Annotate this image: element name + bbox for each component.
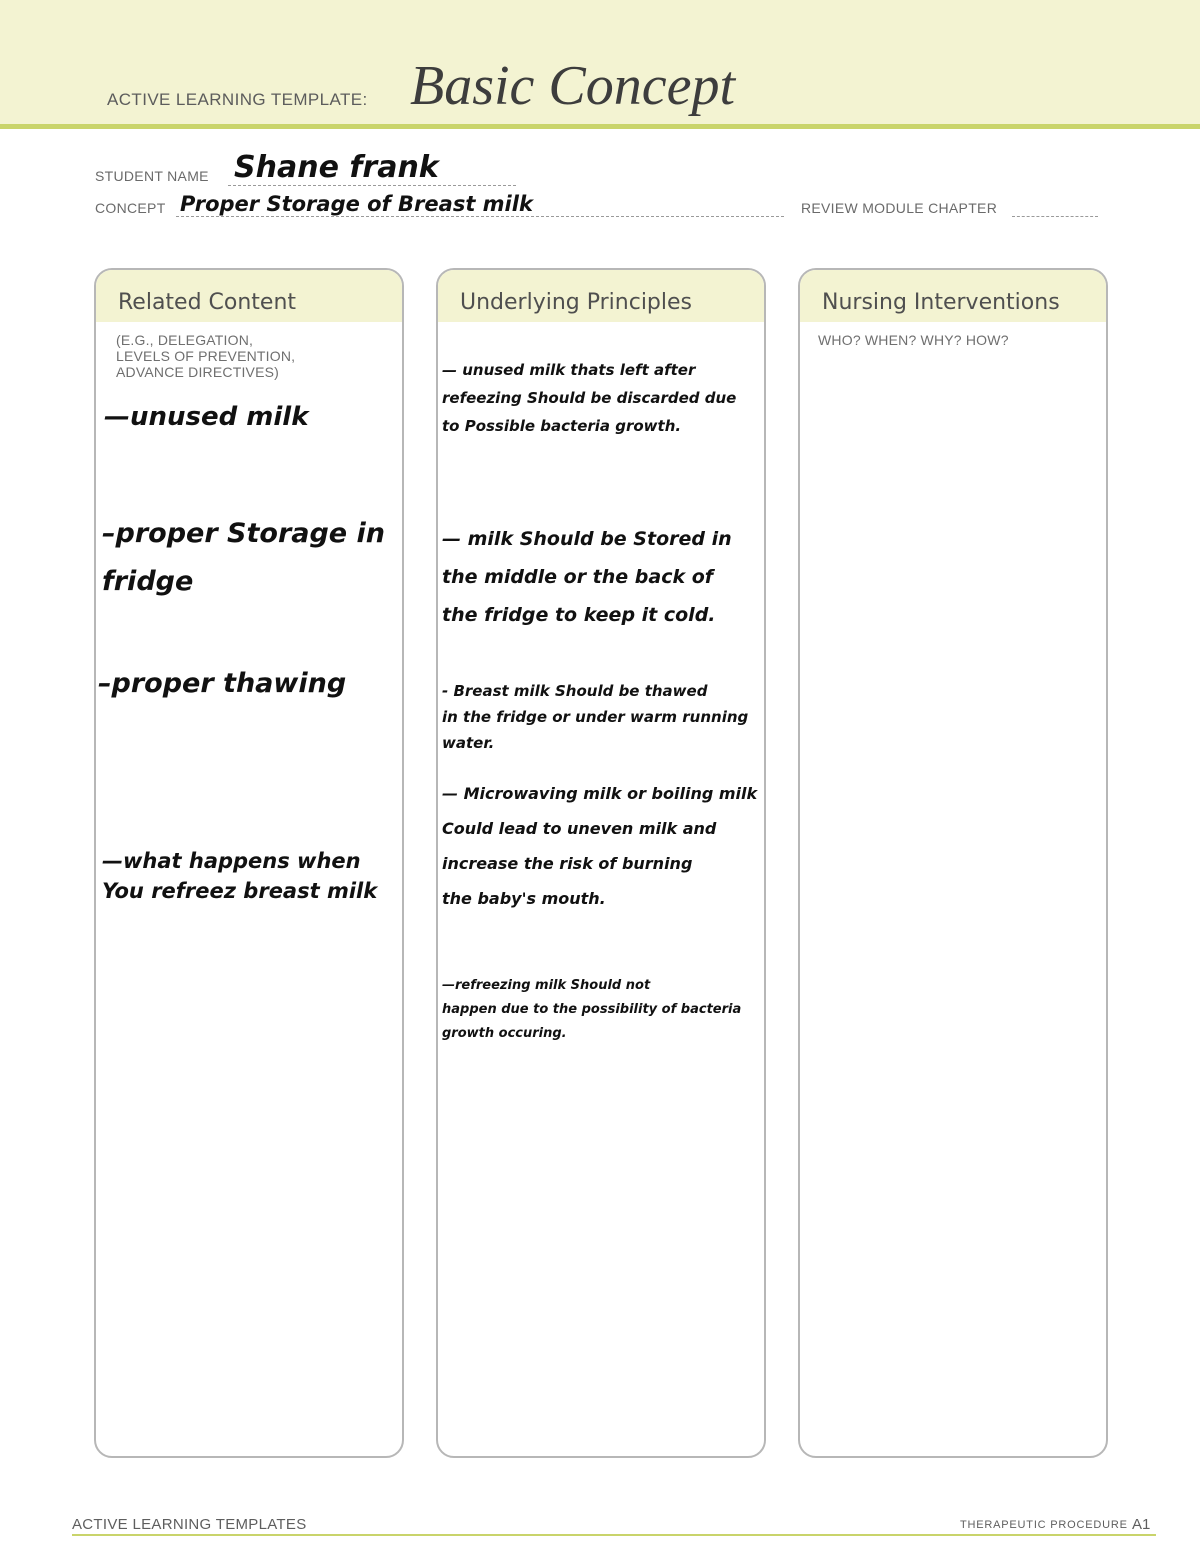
- underlying-principles-title: Underlying Principles: [460, 290, 692, 315]
- student-name-field[interactable]: Shane frank: [234, 150, 439, 185]
- nursing-interventions-subtitle: WHO? WHEN? WHY? HOW?: [818, 332, 1009, 348]
- related-content-box: [94, 268, 404, 1458]
- related-content-subtitle: (E.G., DELEGATION, LEVELS OF PREVENTION, ADVANCE DIRECTIVES): [116, 332, 296, 380]
- review-module-label: REVIEW MODULE CHAPTER: [801, 200, 998, 216]
- principle-note: - Breast milk Should be thawed in the fridge or under warm running water.: [442, 682, 749, 752]
- footer-left: ACTIVE LEARNING TEMPLATES: [72, 1516, 307, 1533]
- student-name-line: [228, 185, 516, 186]
- related-note: –proper Storage in fridge: [102, 518, 385, 597]
- header-rule: [0, 124, 1200, 129]
- related-content-title: Related Content: [118, 290, 297, 315]
- related-note: –proper thawing: [98, 668, 347, 699]
- underlying-principles-box: [436, 268, 766, 1458]
- principle-note: —refreezing milk Should not happen due to the possibility of bacteria growth occuring.: [442, 978, 742, 1041]
- related-note: —what happens when You refreez breast milk: [102, 849, 378, 903]
- principle-note: — milk Should be Stored in the middle or the back of the fridge to keep it cold.: [442, 528, 732, 626]
- concept-label: CONCEPT: [95, 200, 166, 216]
- footer-page-number: A1: [1132, 1516, 1151, 1533]
- student-name-label: STUDENT NAME: [95, 168, 209, 184]
- concept-field[interactable]: Proper Storage of Breast milk: [180, 192, 533, 216]
- footer-right: THERAPEUTIC PROCEDURE: [960, 1519, 1128, 1531]
- nursing-interventions-box: [798, 268, 1108, 1458]
- template-label: ACTIVE LEARNING TEMPLATE:: [107, 90, 368, 109]
- nursing-interventions-title: Nursing Interventions: [822, 290, 1060, 315]
- principle-note: — Microwaving milk or boiling milk Could lead to uneven milk and increase the risk of burning the baby's mouth.: [442, 784, 758, 908]
- concept-line: [176, 216, 784, 217]
- related-note: —unused milk: [104, 402, 309, 432]
- footer-rule: [72, 1534, 1156, 1536]
- principle-note: — unused milk thats left after refeezing Should be discarded due to Possible bacteria growth.: [442, 361, 737, 435]
- review-module-line: [1012, 216, 1098, 217]
- template-title: Basic Concept: [410, 55, 736, 117]
